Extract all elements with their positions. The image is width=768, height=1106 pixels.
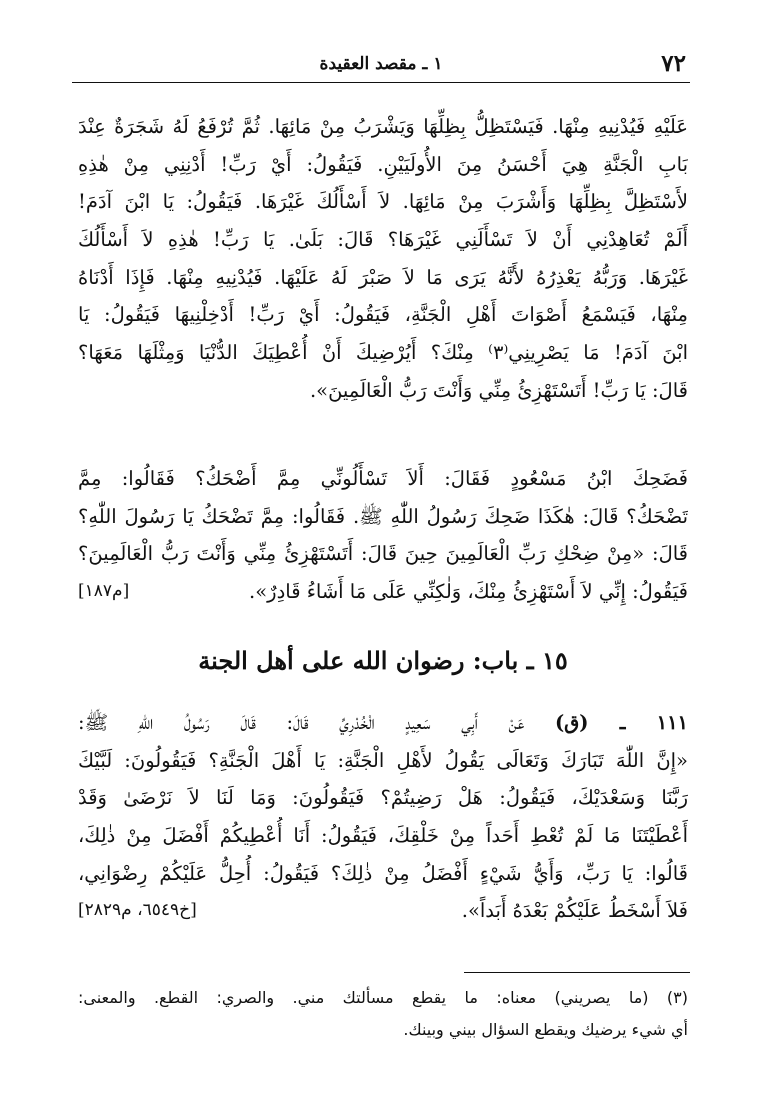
footnote-rule (464, 972, 690, 973)
text-line: قَالَ: «مِنْ ضِحْكِ رَبِّ الْعَالَمِينَ حِينَ قَالَ: أَتَسْتَهْزِئُ مِنِّي وَأَنْتَ رَبُّ الْعَالَمِينَ؟ (78, 542, 688, 566)
text-line (78, 573, 688, 611)
text-line-content: فَيَقُولُ: إِنِّي لاَ أَسْتَهْزِئُ مِنْكَ، وَلٰكِنِّي عَلَى مَا أَشَاءُ قَادِرٌ». (249, 580, 688, 604)
hadith-number: ١١١ ـ (ق) (554, 711, 688, 734)
text-line (78, 704, 688, 742)
chapter-heading: ١٥ ـ باب: رضوان الله على أهل الجنة (198, 646, 568, 675)
text-line: لأَسْتَظِلَّ بِظِلِّهَا وَأَشْرَبَ مِنْ مَائِهَا. لاَ أَسْأَلُكَ غَيْرَهَا. فَيَقُولُ: يَا ابْنَ آدَمَ! (78, 190, 688, 214)
text-line: قَالُوا: يَا رَبِّ، وَأَيُّ شَيْءٍ أَفْضَلُ مِنْ ذٰلِكَ؟ فَيَقُولُ: أُحِلُّ عَلَيْكُمْ رِضْوَانِي، (78, 861, 688, 885)
ibn-masud-paragraph (78, 460, 688, 611)
text-line: «إِنَّ اللّٰهَ تَبَارَكَ وَتَعَالَى يَقُولُ لأَهْلِ الْجَنَّةِ: يَا أَهْلَ الْجَنَّةِ؟ فَيَقُولُونَ: لَبَّيْكَ (78, 748, 688, 772)
hadith-paragraph (78, 704, 688, 930)
page-header (72, 44, 690, 84)
text-line-content: فَلاَ أَسْخَطُ عَلَيْكُمْ بَعْدَهُ أَبَداً». (461, 899, 688, 923)
text-line: تَضْحَكُ؟ قَالَ: هٰكَذَا ضَحِكَ رَسُولُ اللّٰهِ ﷺ. فَقَالُوا: مِمَّ تَضْحَكُ يَا رَسُولَ اللّٰهِ؟ (78, 504, 688, 528)
page-number: ٧٢ (661, 50, 686, 77)
text-line: فَضَحِكَ ابْنُ مَسْعُودٍ فَقَالَ: أَلاَ تَسْأَلُونِّي مِمَّ أَضْحَكُ؟ فَقَالُوا: مِمَّ (78, 467, 688, 490)
text-line: بَابِ الْجَنَّةِ هِيَ أَحْسَنُ مِنَ الأُولَيَيْنِ. فَيَقُولُ: أَيْ رَبِّ! أَدْنِنِي مِنْ هٰذِهِ (78, 152, 688, 176)
footnote-line: أي شيء يرضيك ويقطع السؤال بيني وبينك. (403, 1020, 688, 1039)
text-line: رَبَّنَا وَسَعْدَيْكَ، فَيَقُولُ: هَلْ رَضِيتُمْ؟ فَيَقُولُونَ: وَمَا لَنَا لاَ نَرْضَىٰ وَقَدْ (78, 786, 688, 810)
text-line-content: عَنْ أَبِي سَعِيدٍ الْخُدْرِيِّ قَالَ: قَالَ رَسُولُ اللّٰهِ ﷺ: (78, 711, 525, 734)
text-line: أَعْطَيْتَنَا مَا لَمْ تُعْطِ أَحَداً مِنْ خَلْقِكَ، فَيَقُولُ: أَنَا أُعْطِيكُمْ أَفْضَلَ مِنْ ذٰلِكَ، (78, 824, 688, 848)
text-line: قَالَ: يَا رَبِّ! أَتَسْتَهْزِئُ مِنِّي وَأَنْتَ رَبُّ الْعَالَمِينَ». (309, 378, 688, 402)
hadith-continuation-paragraph (78, 108, 688, 410)
footnote-line: (٣) (ما يصريني) معناه: ما يقطع مسألتك مني. والصري: القطع. والمعنى: (78, 988, 688, 1007)
text-line: عَلَيْهِ فَيُدْنِيهِ مِنْهَا. فَيَسْتَظِلُّ بِظِلِّهَا وَيَشْرَبُ مِنْ مَائِهَا. ثُمَّ تُرْفَعُ لَهُ شَجَرَةٌ عِنْدَ (78, 115, 688, 138)
source-reference: [خ٦٥٤٩، م٢٨٢٩] (78, 900, 197, 921)
running-title: ١ ـ مقصد العقيدة (319, 54, 443, 74)
text-line: غَيْرَهَا. وَرَبُّهُ يَعْذِرُهُ لأَنَّهُ يَرَى مَا لاَ صَبْرَ لَهُ عَلَيْهَا. فَيُدْنِيهِ مِنْهَا. فَإِذَا أَدْنَاهُ (78, 265, 688, 289)
text-line: ابْنَ آدَمَ! مَا يَصْرِينِي⁽٣⁾ مِنْكَ؟ أَيُرْضِيكَ أَنْ أُعْطِيَكَ الدُّنْيَا وَمِثْلَهَا مَعَهَا؟ (78, 341, 688, 365)
text-line (78, 892, 688, 930)
text-line: أَلَمْ تُعَاهِدْنِي أَنْ لاَ تَسْأَلَنِي غَيْرَهَا؟ قَالَ: بَلَىٰ. يَا رَبِّ! هٰذِهِ لاَ أَسْأَلُكَ (78, 228, 688, 252)
source-reference: [م١٨٧] (78, 581, 130, 602)
footnote (78, 982, 688, 1046)
text-line: مِنْهَا، فَيَسْمَعُ أَصْوَاتَ أَهْلِ الْجَنَّةِ، فَيَقُولُ: أَيْ رَبِّ! أَدْخِلْنِيهَا فَيَقُولُ: يَا (78, 303, 688, 327)
header-rule (72, 82, 690, 83)
